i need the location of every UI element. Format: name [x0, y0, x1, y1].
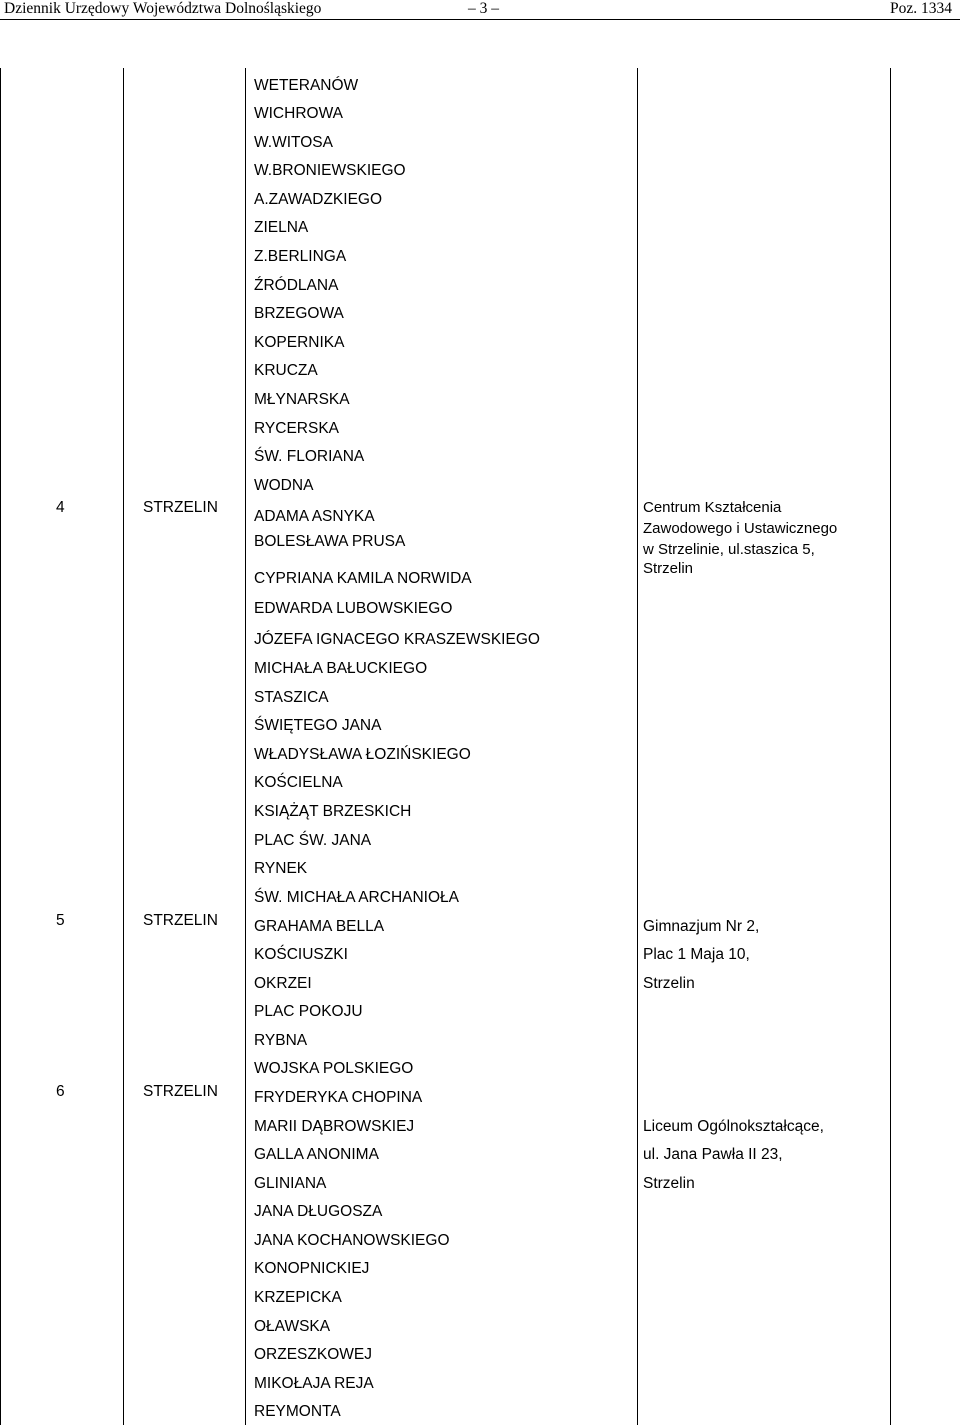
table-border-left: [0, 68, 1, 1425]
street-name: KOŚCIELNA: [254, 774, 343, 791]
page-number: – 3 –: [468, 0, 499, 17]
street-name: OKRZEI: [254, 975, 312, 992]
street-name: MIKOŁAJA REJA: [254, 1375, 374, 1392]
row-number: 6: [56, 1083, 65, 1100]
school-address-line: Strzelin: [643, 975, 695, 992]
street-name: JÓZEFA IGNACEGO KRASZEWSKIEGO: [254, 631, 540, 648]
street-name: ŚWIĘTEGO JANA: [254, 717, 382, 734]
street-name: KOPERNIKA: [254, 334, 345, 351]
school-address-line: Zawodowego i Ustawicznego: [643, 520, 838, 537]
street-name: KSIĄŻĄT BRZESKICH: [254, 803, 412, 820]
street-name: KOŚCIUSZKI: [254, 946, 348, 963]
street-name: KONOPNICKIEJ: [254, 1260, 370, 1277]
street-name: GLINIANA: [254, 1175, 327, 1192]
street-name: W.BRONIEWSKIEGO: [254, 162, 406, 179]
street-name: WETERANÓW: [254, 77, 359, 94]
street-name: ZIELNA: [254, 219, 309, 236]
city-name: STRZELIN: [143, 912, 218, 929]
street-name: STASZICA: [254, 689, 329, 706]
street-name: REYMONTA: [254, 1403, 341, 1420]
table-divider-number-city: [123, 68, 124, 1425]
street-name: MICHAŁA BAŁUCKIEGO: [254, 660, 428, 677]
school-address-line: Strzelin: [643, 560, 694, 577]
street-name: KRUCZA: [254, 362, 318, 379]
street-name: BRZEGOWA: [254, 305, 344, 322]
street-name: RYNEK: [254, 860, 308, 877]
street-name: ŚW. FLORIANA: [254, 448, 365, 465]
street-name: WŁADYSŁAWA ŁOZIŃSKIEGO: [254, 746, 471, 763]
city-name: STRZELIN: [143, 499, 218, 516]
row-number: 5: [56, 912, 65, 929]
street-name: PLAC ŚW. JANA: [254, 832, 372, 849]
street-name: KRZEPICKA: [254, 1289, 342, 1306]
street-name: FRYDERYKA CHOPINA: [254, 1089, 423, 1106]
street-name: ADAMA ASNYKA: [254, 508, 375, 525]
street-name: ŹRÓDLANA: [254, 277, 339, 294]
street-name: MARII DĄBROWSKIEJ: [254, 1118, 415, 1135]
street-name: MŁYNARSKA: [254, 391, 350, 408]
street-name: GALLA ANONIMA: [254, 1146, 379, 1163]
school-address-line: Plac 1 Maja 10,: [643, 946, 750, 963]
street-name: ORZESZKOWEJ: [254, 1346, 372, 1363]
school-address-line: ul. Jana Pawła II 23,: [643, 1146, 783, 1163]
table-border-right: [890, 68, 891, 1425]
street-name: W.WITOSA: [254, 134, 333, 151]
street-name: BOLESŁAWA PRUSA: [254, 533, 406, 550]
header-rule: [0, 19, 960, 20]
school-address-line: Centrum Kształcenia: [643, 499, 782, 516]
street-name: RYBNA: [254, 1032, 308, 1049]
street-name: Z.BERLINGA: [254, 248, 347, 265]
school-address-line: Liceum Ogólnokształcące,: [643, 1118, 824, 1135]
position-number: Poz. 1334: [890, 0, 952, 17]
street-name: A.ZAWADZKIEGO: [254, 191, 383, 208]
school-address-line: w Strzelinie, ul.staszica 5,: [643, 541, 815, 558]
street-name: WODNA: [254, 477, 314, 494]
street-name: RYCERSKA: [254, 420, 339, 437]
table-divider-streets-school: [637, 68, 638, 1425]
street-name: OŁAWSKA: [254, 1318, 331, 1335]
street-name: CYPRIANA KAMILA NORWIDA: [254, 570, 472, 587]
street-name: PLAC POKOJU: [254, 1003, 363, 1020]
street-name: WOJSKA POLSKIEGO: [254, 1060, 414, 1077]
street-name: WICHROWA: [254, 105, 343, 122]
street-name: JANA KOCHANOWSKIEGO: [254, 1232, 450, 1249]
page-header: [0, 0, 960, 20]
street-name: EDWARDA LUBOWSKIEGO: [254, 600, 453, 617]
school-address-line: Strzelin: [643, 1175, 695, 1192]
city-name: STRZELIN: [143, 1083, 218, 1100]
street-name: GRAHAMA BELLA: [254, 918, 385, 935]
school-address-line: Gimnazjum Nr 2,: [643, 918, 760, 935]
journal-title: Dziennik Urzędowy Województwa Dolnośląskiego: [4, 0, 322, 17]
row-number: 4: [56, 499, 65, 516]
table-divider-city-streets: [245, 68, 246, 1425]
street-name: ŚW. MICHAŁA ARCHANIOŁA: [254, 889, 459, 906]
street-name: JANA DŁUGOSZA: [254, 1203, 383, 1220]
